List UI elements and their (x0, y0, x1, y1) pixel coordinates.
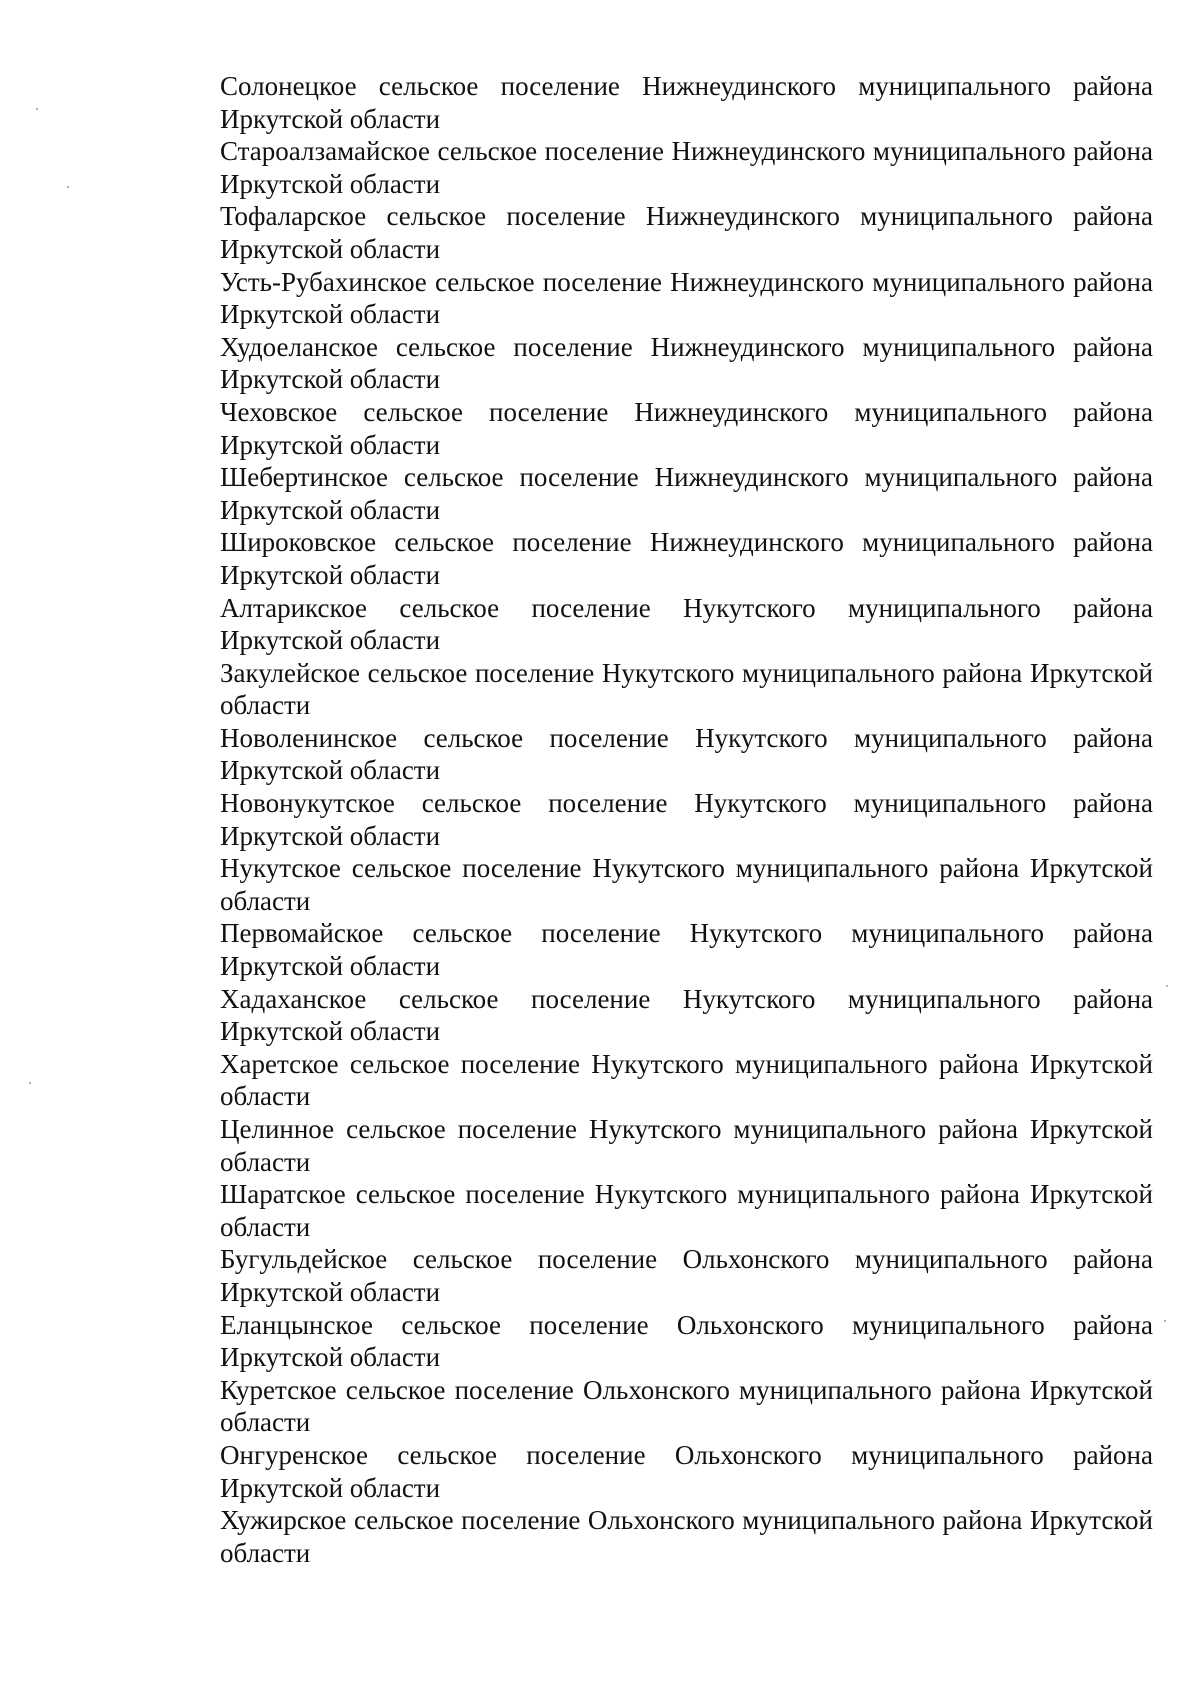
settlement-entry: Тофаларское сельское поселение Нижнеудинского муниципального района Иркутской области (220, 201, 1153, 264)
settlement-list (220, 70, 1153, 1569)
settlement-entry: Закулейское сельское поселение Нукутского муниципального района Иркутской области (220, 657, 1153, 721)
settlement-entry: Шаратское сельское поселение Нукутского муниципального района Иркутской области (220, 1179, 1153, 1242)
scan-speck (29, 1082, 31, 1084)
settlement-entry: Нукутское сельское поселение Нукутского муниципального района Иркутской области (220, 853, 1153, 916)
settlement-entry: Онгуренское сельское поселение Ольхонского муниципального района Иркутской области (220, 1439, 1153, 1503)
scan-speck (1166, 985, 1168, 987)
settlement-entry: Хадаханское сельское поселение Нукутского муниципального района Иркутской области (220, 983, 1153, 1047)
settlement-entry: Худоеланское сельское поселение Нижнеудинского муниципального района Иркутской области (220, 331, 1153, 395)
settlement-entry: Харетское сельское поселение Нукутского муниципального района Иркутской области (220, 1048, 1153, 1112)
settlement-entry: Куретское сельское поселение Ольхонского муниципального района Иркутской области (220, 1374, 1153, 1438)
scan-speck (67, 186, 69, 188)
settlement-entry: Шебертинское сельское поселение Нижнеудинского муниципального района Иркутской области (220, 462, 1153, 525)
settlement-entry: Новонукутское сельское поселение Нукутского муниципального района Иркутской области (220, 788, 1153, 851)
settlement-entry: Бугульдейское сельское поселение Ольхонского муниципального района Иркутской области (220, 1244, 1153, 1307)
settlement-entry: Широковское сельское поселение Нижнеудинского муниципального района Иркутской области (220, 527, 1153, 590)
settlement-entry: Солонецкое сельское поселение Нижнеудинского муниципального района Иркутской области (220, 71, 1153, 134)
settlement-entry: Чеховское сельское поселение Нижнеудинского муниципального района Иркутской области (220, 396, 1153, 460)
settlement-entry: Усть-Рубахинское сельское поселение Нижнеудинского муниципального района Иркутской области (220, 266, 1153, 330)
settlement-entry: Староалзамайское сельское поселение Нижнеудинского муниципального района Иркутской области (220, 136, 1153, 199)
settlement-entry: Алтарикское сельское поселение Нукутского муниципального района Иркутской области (220, 592, 1153, 656)
scan-speck (36, 108, 38, 110)
settlement-entry: Первомайское сельское поселение Нукутского муниципального района Иркутской области (220, 918, 1153, 982)
scan-speck (1164, 1320, 1166, 1322)
settlement-entry: Хужирское сельское поселение Ольхонского муниципального района Иркутской области (220, 1505, 1153, 1568)
settlement-entry: Целинное сельское поселение Нукутского муниципального района Иркутской области (220, 1114, 1153, 1177)
settlement-entry: Новоленинское сельское поселение Нукутского муниципального района Иркутской области (220, 722, 1153, 786)
settlement-entry: Еланцынское сельское поселение Ольхонского муниципального района Иркутской области (220, 1309, 1153, 1373)
